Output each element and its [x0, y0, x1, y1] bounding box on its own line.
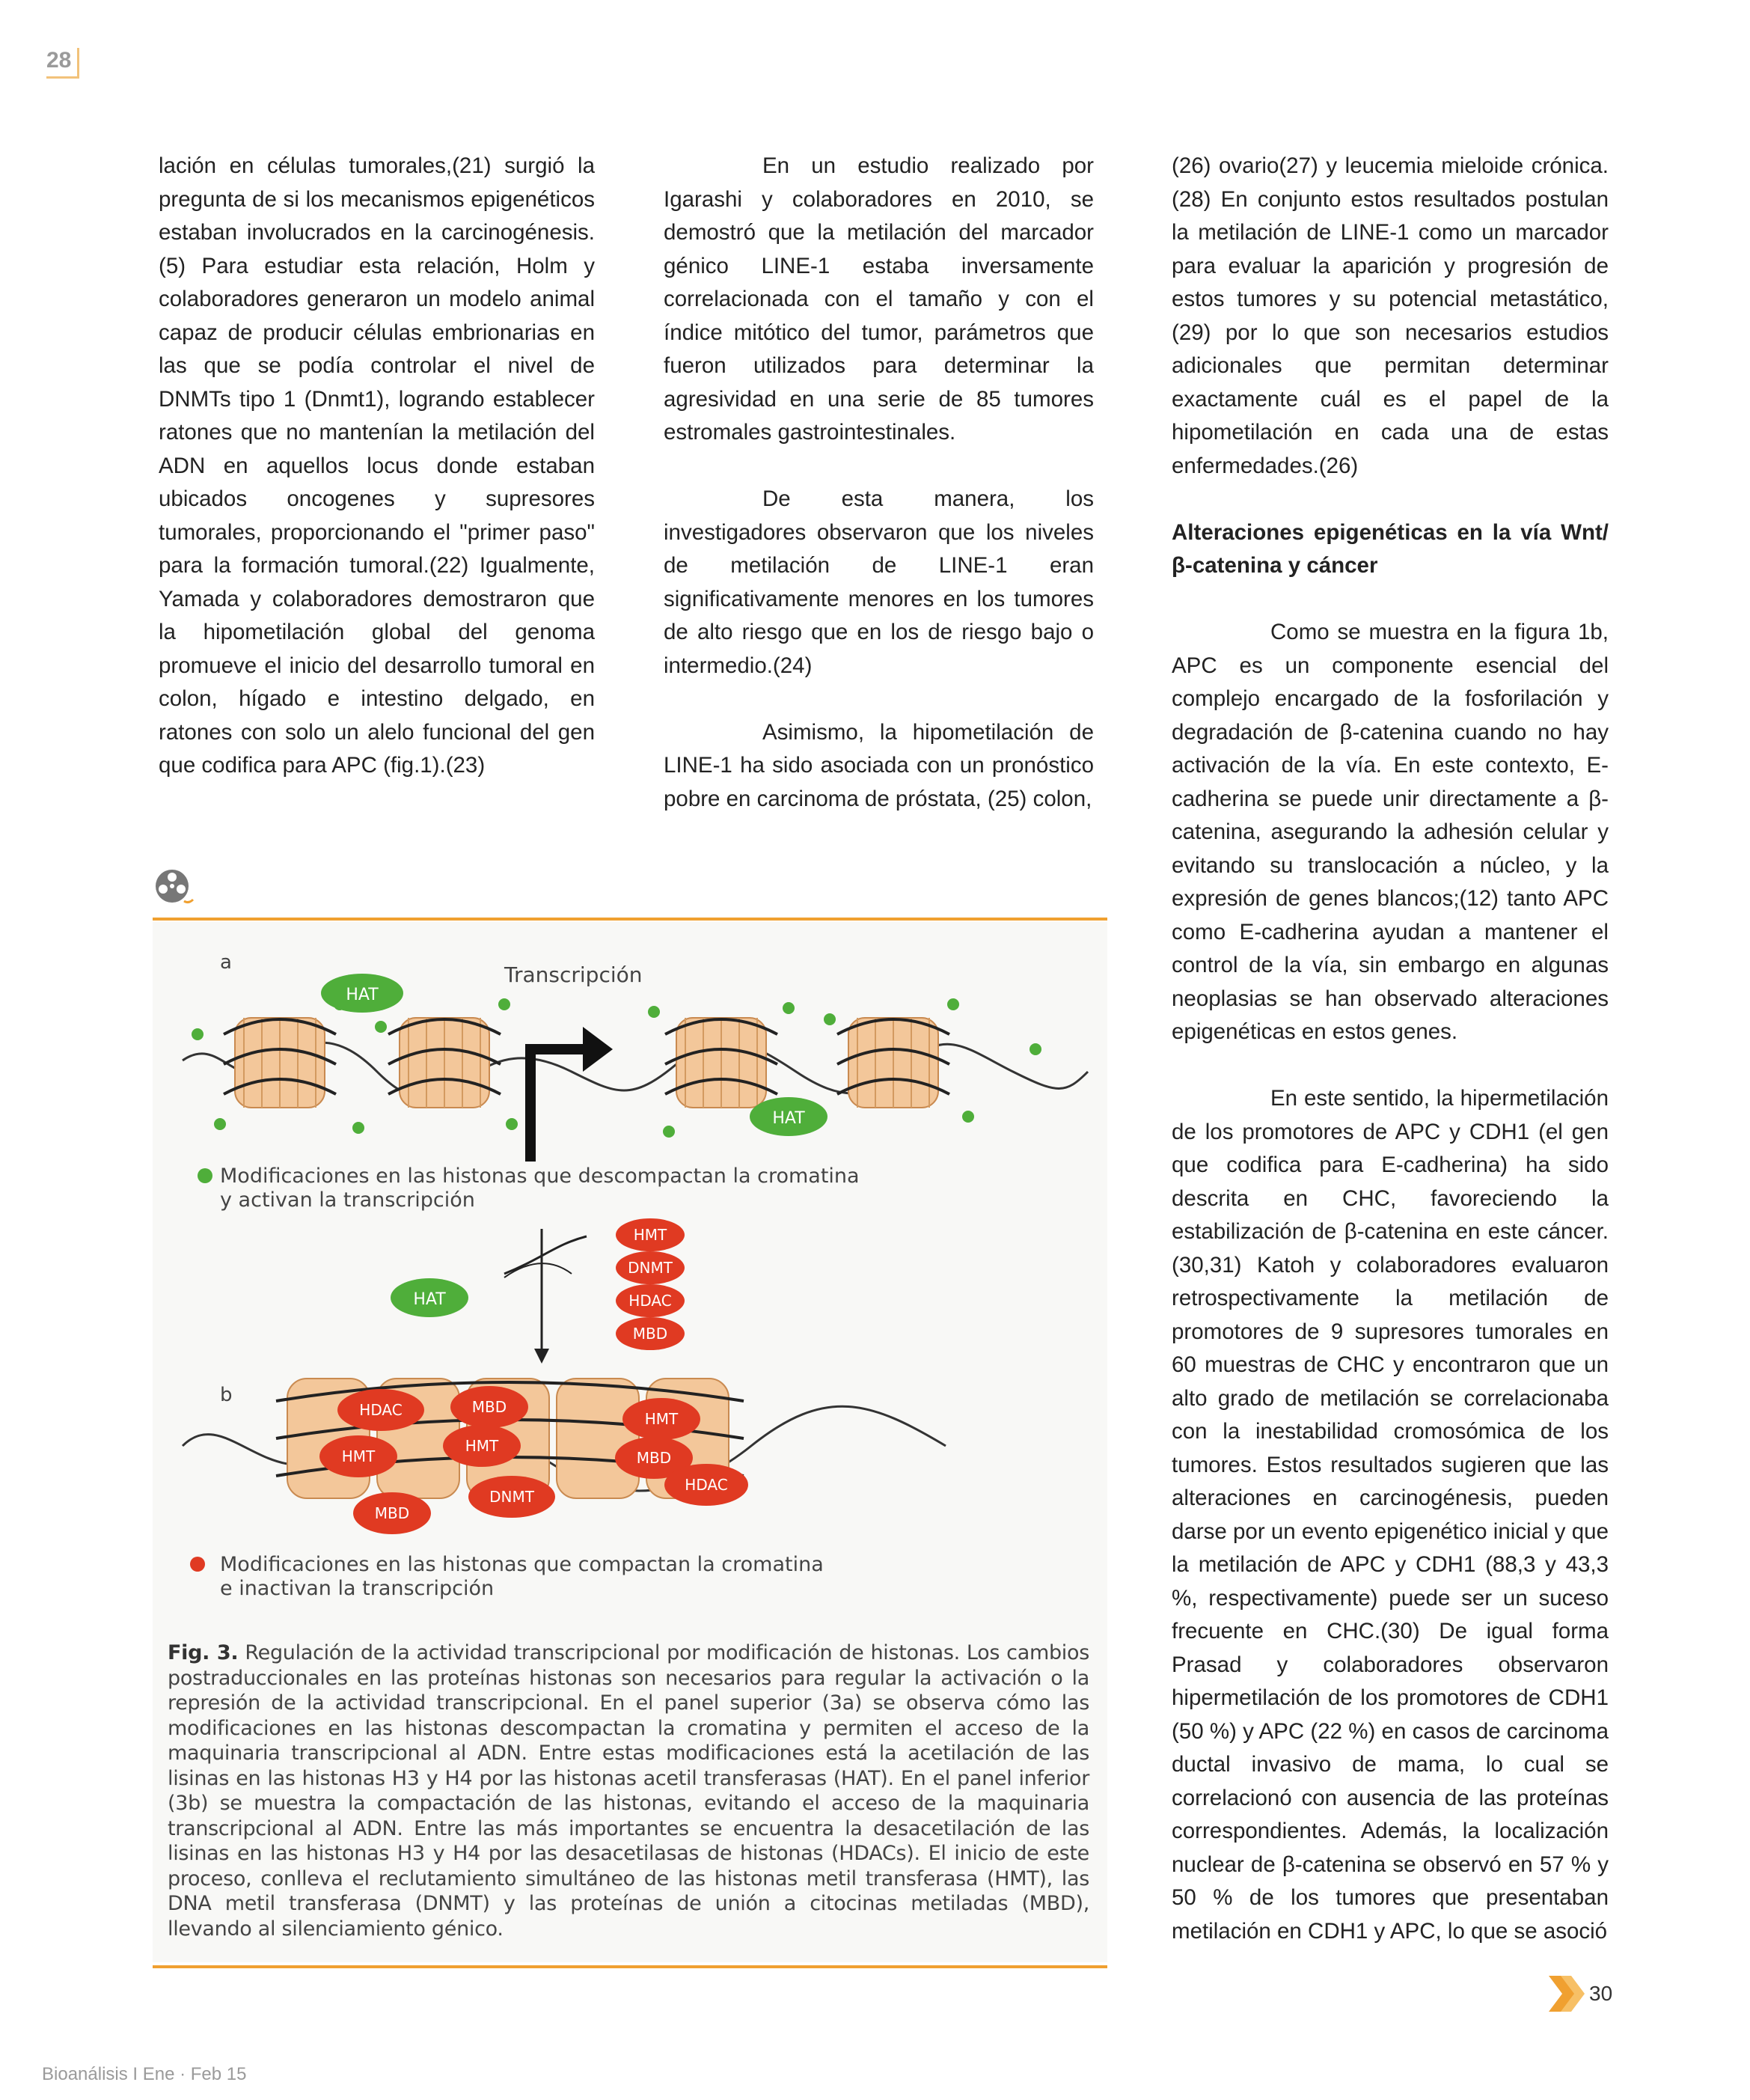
- panel-b-label: b: [220, 1384, 233, 1406]
- figure-bottom-rule: [153, 1965, 1107, 1968]
- hat-label-2: HAT: [772, 1109, 805, 1128]
- col3-paragraph-2: Como se muestra en la figura 1b, APC es un componente esencial del complejo encargado de la fosforilación y degradación de β-catenina cuando no hay activación de la vía. En este contexto, E-cadherina se puede unir directamente a β-catenina, asegurando la adhesión celular y evitando su translocación a núcleo, y la expresión de genes blancos;(12) tanto APC como E-cadherina ayudan a mantener el control de la vía, sin embargo en algunas neoplasias se han observado alteraciones epigenéticas en estos genes.: [1172, 620, 1609, 1044]
- col2-paragraph-3: Asimismo, la hipometilación de LINE-1 ha sido asociada con un pronóstico pobre en carcinoma de próstata, (25) colon,: [664, 719, 1094, 811]
- legend-red-text-2: e inactivan la transcripción: [220, 1577, 495, 1600]
- nucleosome-a4: [837, 1018, 949, 1108]
- figure-caption: [168, 1640, 1089, 1941]
- mbd-label-3: MBD: [636, 1449, 672, 1467]
- caption-text: Regulación de la actividad transcripcional por modificación de histonas. Los cambios postraduccionales en las proteínas histonas son necesarios para regular la activación o la represión de la actividad transcripcional. En el panel superior (3a) se observa cómo las modificaciones en las histonas descompactan la cromatina y permiten el acceso de la maquinaria transcripcional al ADN. Entre estas modificaciones está la acetilación de las lisinas en las histonas H3 y H4 por las histonas acetil transferasas (HAT). En el panel inferior (3b) se muestra la compactación de las histonas, evitando el acceso de la maquinaria transcripcional al ADN. Entre las más importantes se encuentra la desacetilación de las lisinas en las histonas H3 y H4 por las desacetilasas de histonas (HDACs). El inicio de este proceso, conlleva el reclutamiento simultáneo de las histonas metil transferasa (HMT), las DNA metil transferasa (DNMT) y las proteínas de unión a citocinas metiladas (MBD), llevando al silenciamiento génico.: [168, 1641, 1089, 1941]
- hat-label-3: HAT: [413, 1290, 446, 1309]
- mbd-label-4: MBD: [374, 1504, 410, 1522]
- col3-paragraph-1: (26) ovario(27) y leucemia mieloide crónica.(28) En conjunto estos resultados postulan la metilación de LINE-1 como un marcador para evaluar la aparición y progresión de estos tumores y su potencial metastático,(29) por lo que son necesarios estudios adicionales que permitan determinar exactamente cuál es el papel de la hipometilación en cada una de estas enfermedades.(26): [1172, 153, 1609, 478]
- hmt-label-4: HMT: [341, 1447, 376, 1465]
- legend-red-dot: [190, 1557, 205, 1572]
- column-2: [664, 150, 1094, 849]
- panel-a-label: a: [220, 951, 232, 974]
- page-number-top: 28: [46, 48, 79, 79]
- mbd-label-2: MBD: [471, 1398, 507, 1416]
- nucleosome-a2: [388, 1018, 501, 1108]
- column-1: [159, 150, 595, 816]
- legend-red-text: Modificaciones en las histonas que compactan la cromatina: [220, 1553, 824, 1576]
- hdac-label-2: HDAC: [359, 1401, 403, 1419]
- hmt-label-2: HMT: [644, 1410, 679, 1428]
- col1-paragraph-1: lación en células tumorales,(21) surgió la pregunta de si los mecanismos epigenéticos estaban involucrados en la carcinogénesis.(5) Para estudiar esta relación, Holm y colaboradores generaron un modelo animal capaz de producir células embrionarias en las que se podía controlar el nivel de DNMTs tipo 1 (Dnmt1), logrando establecer ratones que no mantenían la metilación del ADN en aquellos locus donde estaban ubicados oncogenes y supresores tumorales, proporcionando el "primer paso" para la formación tumoral.(22) Igualmente, Yamada y colaboradores demostraron que la hipometilación global del genoma promueve el inicio del desarrollo tumoral en colon, hígado e intestino delgado, en ratones con solo un alelo funcional del gen que codifica para APC (fig.1).(23): [159, 153, 595, 778]
- footer: Bioanálisis I Ene · Feb 15: [42, 2064, 247, 2084]
- double-chevron-icon: [1549, 1973, 1589, 2015]
- legend-green-dot: [198, 1168, 212, 1183]
- caption-label: Fig. 3.: [168, 1641, 239, 1664]
- col2-paragraph-1: En un estudio realizado por Igarashi y colaboradores en 2010, se demostró que la metilación del marcador génico LINE-1 estaba inversamente correlacionada con el tamaño y con el índice mitótico del tumor, parámetros que fueron utilizados para determinar la agresividad en una serie de 85 tumores estromales gastrointestinales.: [664, 153, 1094, 445]
- col3-paragraph-3: En este sentido, la hipermetilación de los promotores de APC y CDH1 (el gen que codifica para E-cadherina) ha sido descrita en CHC, favoreciendo la estabilización de β-catenina en este cáncer.(30,31) Katoh y colaboradores evaluaron retrospectivamente la metilación de promotores de 9 supresores tumorales en 60 muestras de CHC y encontraron que un alto grado de metilación se correlacionaba con la inestabilidad cromosómica de los tumores. Estos resultados sugieren que las alteraciones en carcinogénesis, pueden darse por un evento epigenético inicial y que la metilación de APC y CDH1 (88,3 y 43,3 %, respectivamente) puede ser un suceso frecuente en CHC.(30) De igual forma Prasad y colaboradores observaron hipermetilación de los promotores de CDH1 (50 %) y APC (22 %) en casos de carcinoma ductal invasivo de mama, lo cual se correlacionó con ausencia de las proteínas correspondientes. Además, la localización nuclear de β-catenina se observó en 57 % y 50 % de los tumores que presentaban metilación en CDH1 y APC, lo que se asoció: [1172, 1086, 1609, 1944]
- dnmt-label-1: DNMT: [628, 1259, 673, 1277]
- mbd-label-1: MBD: [632, 1325, 668, 1343]
- page-number-bottom: [1549, 1973, 1616, 2018]
- hmt-label-1: HMT: [633, 1226, 667, 1244]
- col2-paragraph-2: De esta manera, los investigadores observaron que los niveles de metilación de LINE-1 eran significativamente menores en los tumores de alto riesgo que en los de riesgo bajo o intermedio.(24): [664, 486, 1094, 678]
- hmt-label-3: HMT: [465, 1437, 499, 1455]
- legend-green-text-2: y activan la transcripción: [220, 1188, 475, 1212]
- hdac-label-3: HDAC: [685, 1476, 728, 1494]
- dnmt-label-2: DNMT: [489, 1488, 534, 1506]
- legend-green-text: Modificaciones en las histonas que descompactan la cromatina: [220, 1165, 860, 1188]
- figure-top-rule: [153, 918, 1107, 921]
- film-reel-icon: [154, 867, 196, 909]
- hdac-label-1: HDAC: [628, 1292, 672, 1310]
- section-heading: Alteraciones epigenéticas en la vía Wnt/β-catenina y cáncer: [1172, 519, 1609, 578]
- nucleosome-a3: [665, 1018, 777, 1108]
- hat-label-1: HAT: [346, 986, 379, 1004]
- figure-diagram: [153, 922, 1107, 1626]
- transcription-arrow-icon: [583, 1027, 613, 1072]
- nucleosome-a1: [224, 1018, 336, 1108]
- page-number-bottom-text: 30: [1589, 1982, 1613, 2005]
- column-3: [1172, 150, 1609, 1982]
- transcription-label: Transcripción: [504, 962, 643, 987]
- figure-3: [153, 922, 1107, 1962]
